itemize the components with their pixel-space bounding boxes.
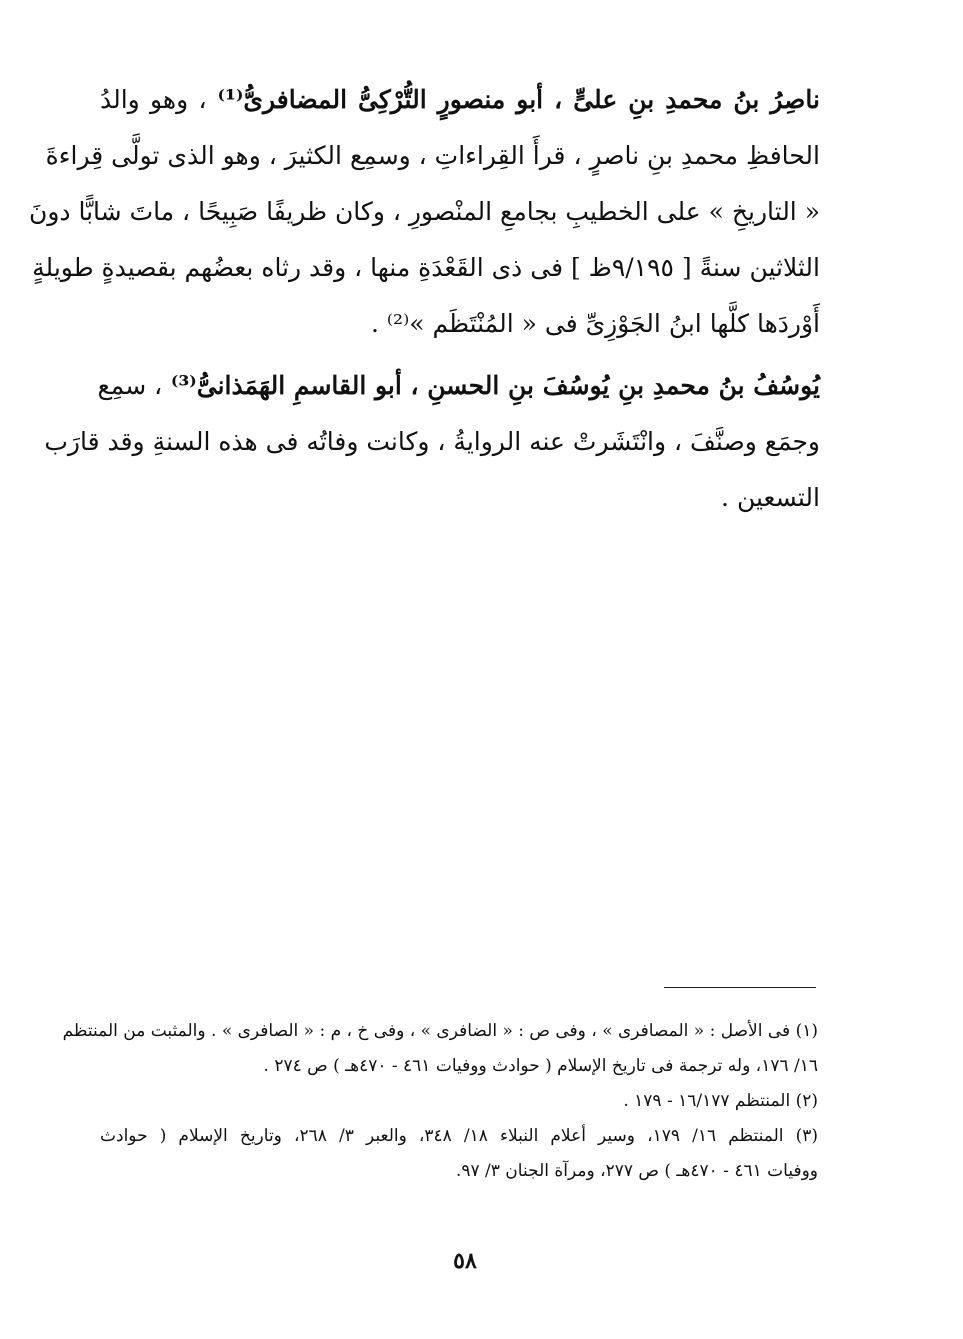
text-line: أَوْردَها كلَّها ابنُ الجَوْزِىِّ فى « المُنْتَظَم »⁽²⁾ . — [370, 309, 820, 338]
text-line: ناصِرُ بنُ محمدِ بنِ علىٍّ ، أبو منصورٍ التُّرْكِىُّ المضافرىُّ⁽¹⁾ ، وهو والدُ — [100, 85, 820, 114]
biography-entry-yusuf — [44, 358, 820, 526]
text-line: التسعين . — [721, 483, 820, 512]
footnote-line: ١٦/ ١٧٦، وله ترجمة فى تاريخ الإسلام ( حوادث ووفيات ٤٦١ - ٤٧٠هـ ) ص ٢٧٤ . — [263, 1056, 818, 1076]
text-line: « التاريخِ » على الخطيبِ بجامعِ المنْصورِ ، وكان ظريفًا صَبِيحًا ، ماتَ شابًّا دونَ — [28, 197, 820, 226]
footnote-line: ووفيات ٤٦١ - ٤٧٠هـ ) ص ٢٧٧، ومرآة الجنان ٣/ ٩٧. — [455, 1161, 818, 1181]
text-line: وجمَع وصنَّفَ ، وانْتَشَرتْ عنه الروايةُ ، وكانت وفاتُه فى هذه السنةِ وقد قارَب — [44, 427, 820, 456]
footnotes — [62, 1014, 818, 1189]
footnote-line: (٢) المنتظم ١٦/١٧٧ - ١٧٩ . — [623, 1091, 818, 1111]
text-line: يُوسُفُ بنُ محمدِ بنِ يُوسُفَ بنِ الحسنِ ، أبو القاسمِ الهَمَذانىُّ⁽³⁾ ، سمِع — [97, 371, 820, 400]
page-number: ٥٨ — [453, 1248, 477, 1274]
text-line: الثلاثين سنةً [ ٩/١٩٥ظ ] فى ذى القَعْدَةِ منها ، وقد رثاه بعضُهم بقصيدةٍ طويلةٍ — [32, 253, 820, 282]
footnote-divider — [664, 987, 816, 988]
text-line: الحافظِ محمدِ بنِ ناصرٍ ، قرأَ القِراءاتِ ، وسمِع الكثيرَ ، وهو الذى تولَّى قِراءةَ — [45, 141, 820, 170]
main-text — [28, 72, 820, 526]
footnote-line: (٣) المنتظم ١٦/ ١٧٩، وسير أعلام النبلاء ١٨/ ٣٤٨، والعبر ٣/ ٢٦٨، وتاريخ الإسلام ( حوادث — [100, 1126, 818, 1146]
biography-entry-nasir — [28, 72, 820, 352]
footnote-line: (١) فى الأصل : « المصافرى » ، وفى ص : « الضافرى » ، وفى خ ، م : « الصافرى » . والمثبت من المنتظم — [62, 1021, 818, 1041]
